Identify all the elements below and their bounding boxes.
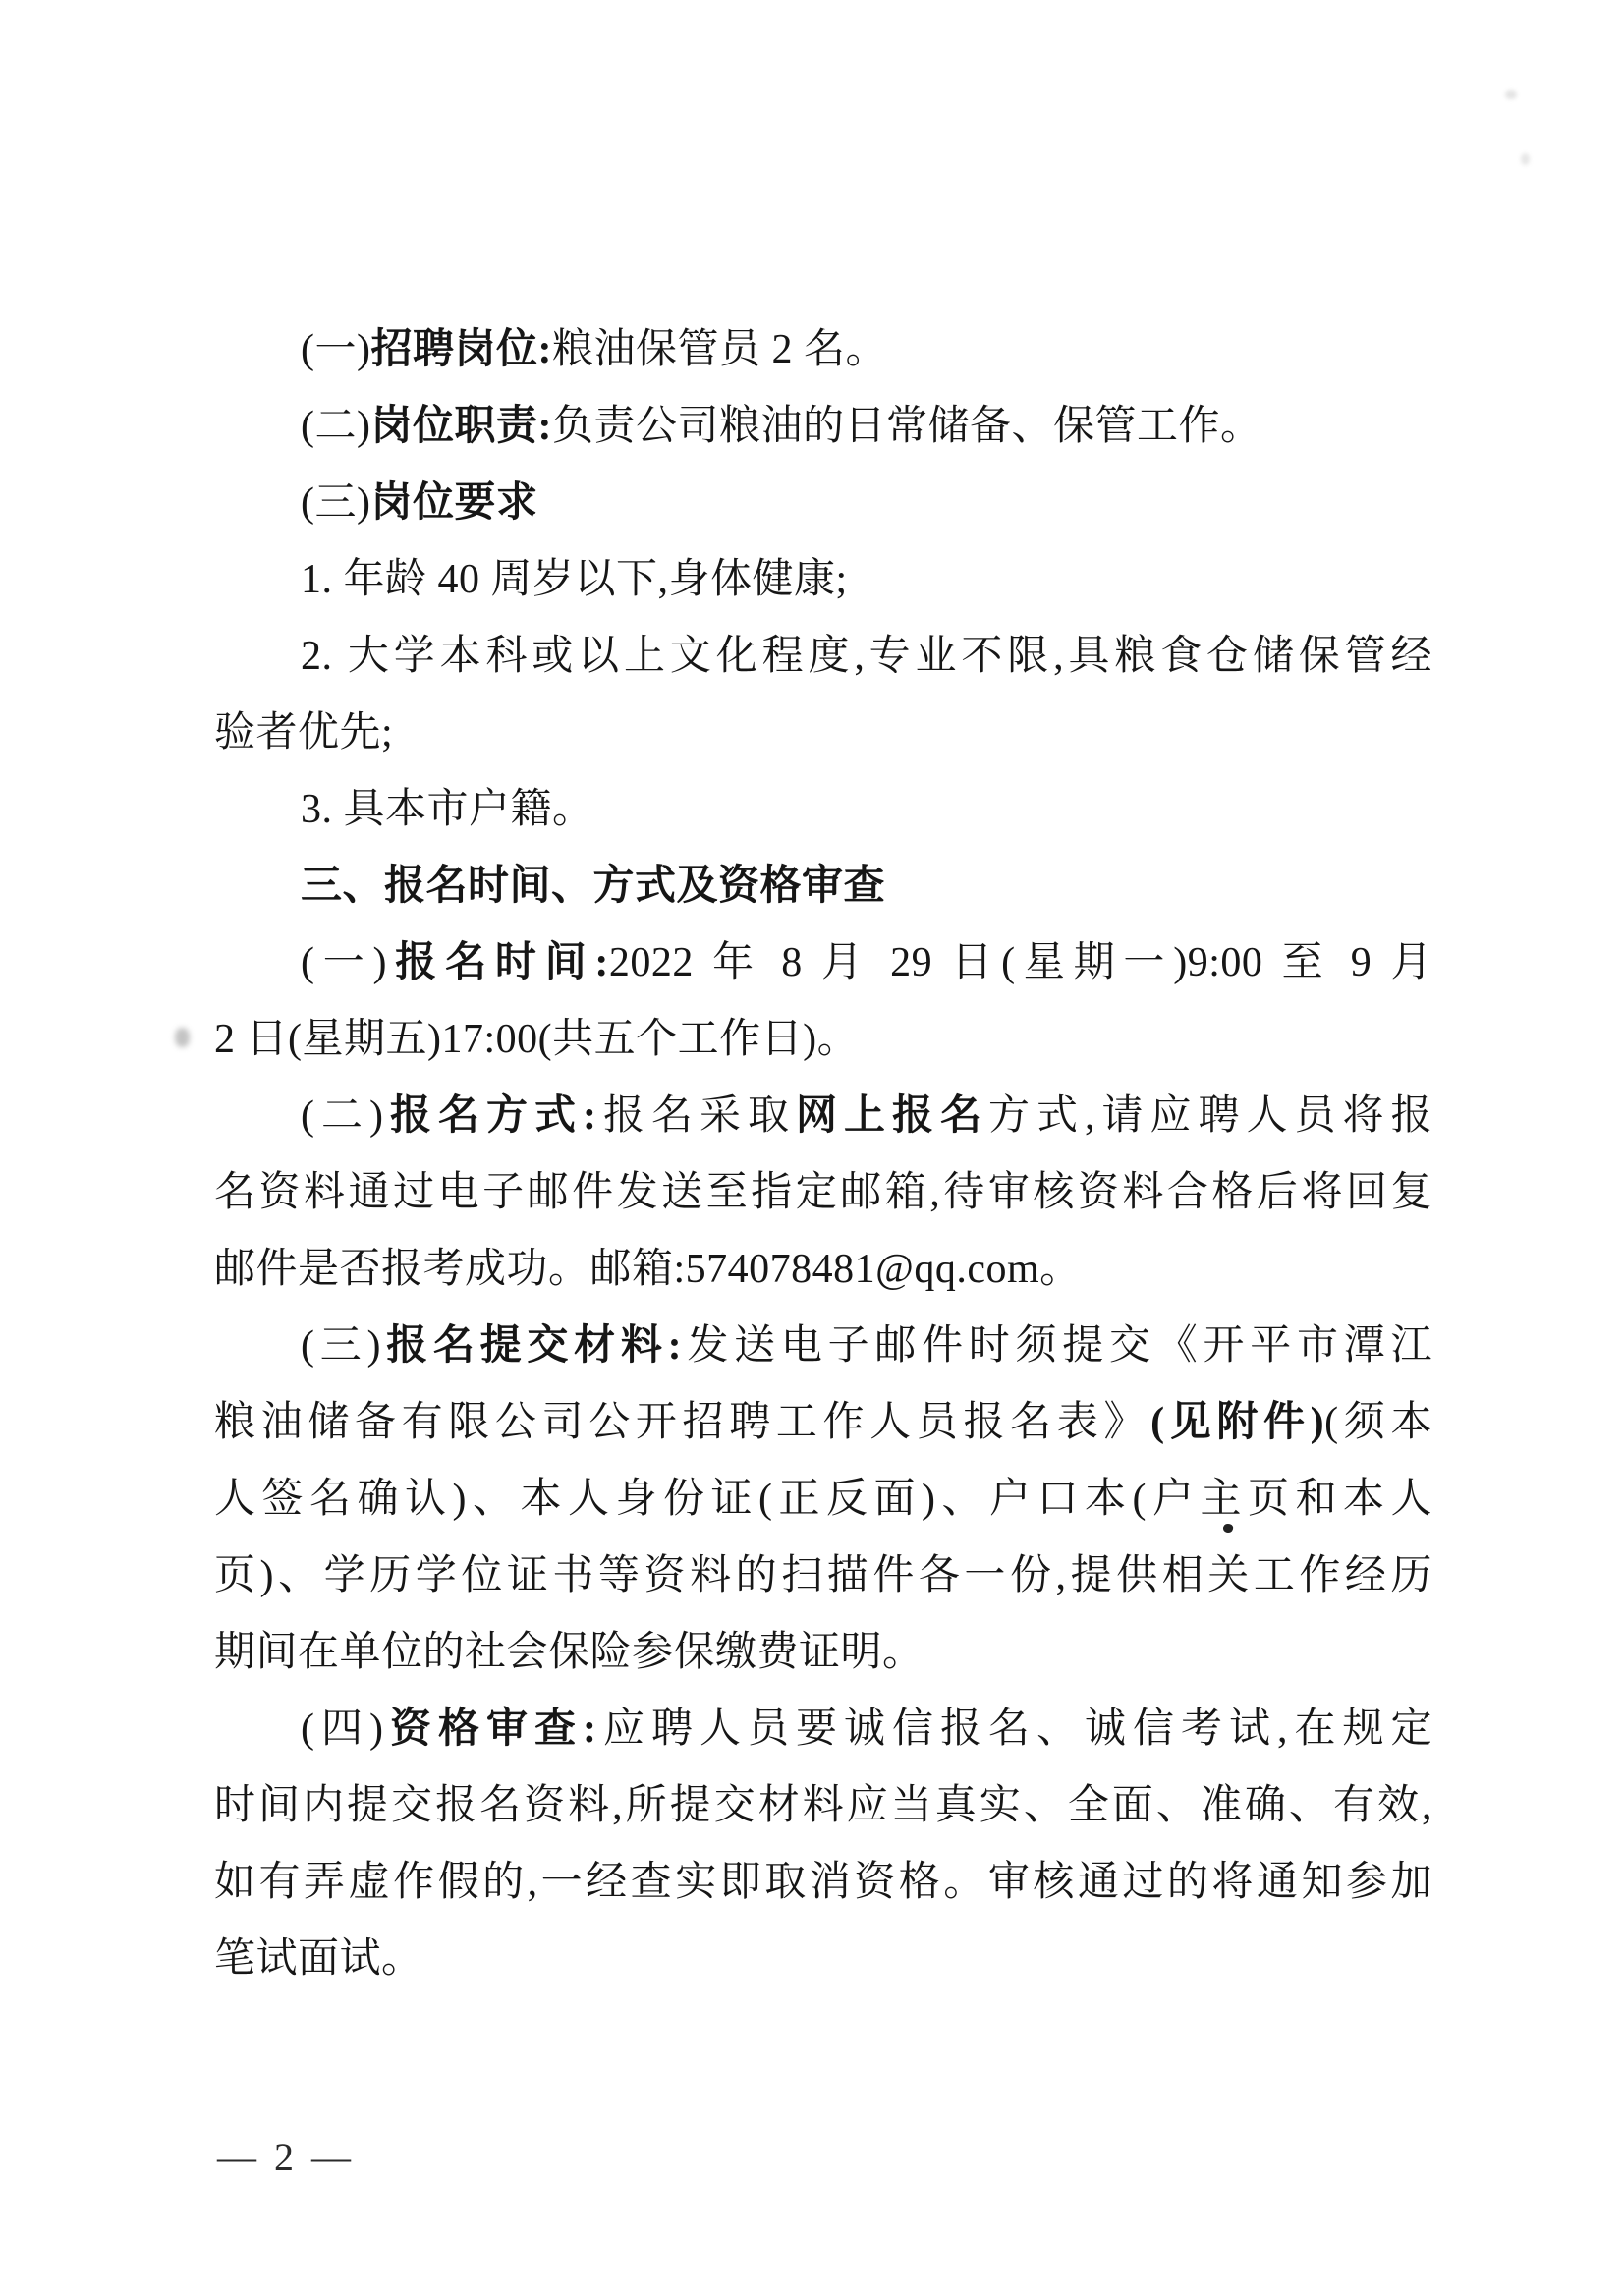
body-text: (二): [301, 404, 371, 449]
scan-speck-artifact: [1521, 153, 1530, 165]
document-line: [214, 695, 1432, 771]
document-line: [214, 1001, 1432, 1078]
body-text: 如有弄虚作假的,一经查实即取消资格。审核通过的将通知参加: [214, 1860, 1432, 1905]
document-line: [214, 1308, 1432, 1384]
body-text: 名资料通过电子邮件发送至指定邮箱,待审核资料合格后将回复: [214, 1170, 1432, 1215]
emphasis-text: 招聘岗位:: [370, 327, 552, 372]
document-line: [214, 1921, 1432, 1997]
emphasis-text: 三、报名时间、方式及资格审查: [301, 864, 886, 909]
body-text: 2022 年 8 月 29 日(星期一)9:00 至 9 月: [608, 940, 1432, 985]
document-line: [214, 1538, 1432, 1614]
emphasis-text: 岗位职责:: [370, 404, 552, 449]
body-text: 2 日(星期五)17:00(共五个工作日)。: [214, 1017, 860, 1062]
scan-smudge-artifact: [175, 1028, 190, 1047]
document-line: [214, 1767, 1432, 1844]
document-line: [214, 1231, 1432, 1308]
document-line: [214, 618, 1432, 695]
body-text: 验者优先;: [214, 710, 394, 756]
body-text: 报名采取: [596, 1093, 796, 1139]
body-text: 发送电子邮件时须提交《开平市潭江: [682, 1323, 1432, 1369]
body-text: (二): [301, 1093, 384, 1139]
emphasis-text: 报名时间:: [387, 940, 609, 985]
body-text: 3. 具本市户籍。: [301, 787, 594, 832]
document-line: [214, 1844, 1432, 1921]
body-text: 2. 大学本科或以上文化程度,专业不限,具粮食仓储保管经: [301, 634, 1432, 679]
document-line: [214, 388, 1432, 465]
body-text: 应聘人员要诚信报名、诚信考试,在规定: [596, 1707, 1432, 1752]
body-text: (一): [301, 327, 371, 372]
scan-speck-artifact: [1505, 90, 1517, 99]
document-line: [214, 771, 1432, 848]
document-line: [214, 1614, 1432, 1691]
body-text: 期间在单位的社会保险参保缴费证明。: [214, 1630, 924, 1675]
emphasis-text: 岗位要求: [370, 480, 538, 526]
document-line: [214, 1461, 1432, 1538]
body-text: 页)、学历学位证书等资料的扫描件各一份,提供相关工作经历: [214, 1553, 1432, 1598]
emphasis-text: 资格审查:: [383, 1707, 597, 1752]
body-text: (三): [301, 480, 371, 526]
document-line: [214, 1078, 1432, 1154]
emphasis-text: 报名提交材料:: [380, 1323, 683, 1369]
emphasis-text: (见附件): [1150, 1400, 1325, 1445]
emphasis-text: 报名方式:: [383, 1093, 597, 1139]
emphasis-text: 网上报名: [795, 1093, 988, 1139]
page-number: — 2 —: [217, 2135, 355, 2179]
body-text: (三): [301, 1323, 381, 1369]
body-text: 时间内提交报名资料,所提交材料应当真实、全面、准确、有效,: [214, 1783, 1432, 1828]
body-text: 粮油保管员 2 名。: [551, 327, 887, 372]
document-line: [214, 541, 1432, 618]
body-text: 笔试面试。: [214, 1936, 423, 1982]
document-line: [214, 848, 1432, 924]
body-text: 粮油储备有限公司公开招聘工作人员报名表》: [214, 1400, 1151, 1445]
body-text: 方式,请应聘人员将报: [987, 1093, 1432, 1139]
body-text: (一): [301, 940, 388, 985]
body-text: 1. 年龄 40 周岁以下,身体健康;: [301, 557, 848, 602]
body-text: 负责公司粮油的日常储备、保管工作。: [551, 404, 1262, 449]
body-text: 邮件是否报考成功。邮箱:574078481@qq.com。: [214, 1247, 1082, 1292]
document-line: [214, 1691, 1432, 1767]
body-text: 人签名确认)、本人身份证(正反面)、户口本(户主页和本人: [214, 1477, 1432, 1522]
body-text: (须本: [1324, 1400, 1432, 1445]
body-text: (四): [301, 1707, 384, 1752]
document-line: [214, 1154, 1432, 1231]
document-line: [214, 311, 1432, 388]
document-line: [214, 465, 1432, 541]
document-line: [214, 1384, 1432, 1461]
document-line: [214, 924, 1432, 1001]
document-body: [214, 311, 1432, 1997]
